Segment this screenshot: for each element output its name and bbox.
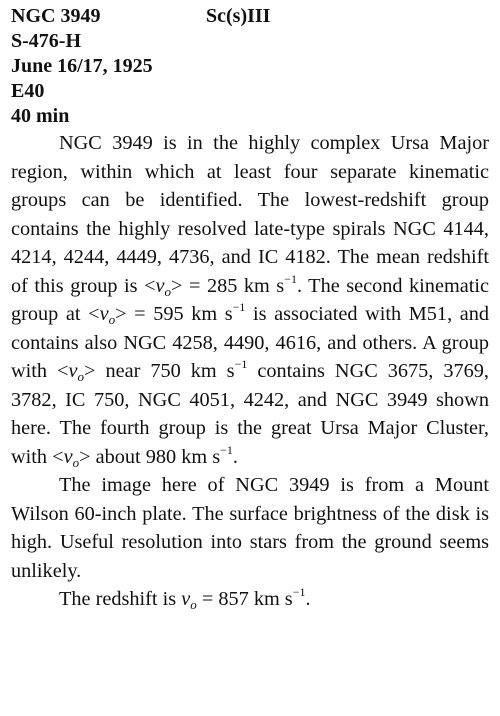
velocity-value: 980 km s <box>145 445 221 468</box>
mean-velocity-symbol: $<v_o>$ <box>57 360 96 384</box>
text-run: contains NGC 3675, 3769, 3782, IC 750, NGC 4051, 4242, and NGC 3949 shown here. The fourth group is the great Ursa Major Cluster, with <box>11 360 489 468</box>
text-run: . The second kinematic group at <box>11 274 489 325</box>
plate-emulsion: E40 <box>11 80 45 102</box>
redshift-value: = 857 km s <box>196 588 293 610</box>
document-page <box>11 4 489 614</box>
velocity-value: 285 km s <box>206 274 285 297</box>
plate-date: June 16/17, 1925 <box>11 55 153 77</box>
paragraph-redshift: The redshift is $v_o = 857$ km $s^{-1}$. <box>59 585 311 612</box>
velocity-value: 595 km s <box>153 303 233 325</box>
mean-velocity-symbol: $<v_o>$ <box>88 303 127 327</box>
description-body <box>11 129 489 614</box>
hubble-type: Sc(s)III <box>206 5 271 27</box>
mean-velocity-symbol: $<v_o>$ <box>144 274 183 299</box>
mean-velocity-symbol: $<v_o>$ <box>52 445 91 470</box>
plate-exposure: 40 min <box>11 105 70 127</box>
header-line-object <box>11 4 489 29</box>
paragraph-kinematic-groups: NGC 3949 is in the highly complex Ursa Major region, within which at least four separate kinematic groups can be identified. The lowest-redshift group contains the highly resolved late-type spirals NGC 4144, 4214, 4244, 4449, 4736, and IC 4182. The mean redshift of this group is $<v_o> = 285$ km $s^{-1}$. The second kinematic group at $<v_o> = 595$ km $s^{-1}$ is associated with M51, and contains also NGC 4258, 4490, 4616, and others. A group with $<v_o>$ near 750 km $s^{-1}$ contains NGC 3675, 3769, 3782, IC 750, NGC 4051, 4242, and NGC 3949 shown here. The fourth group is the great Ursa Major Cluster, with $<v_o>$ about 980 km $s^{-1}$. <box>11 132 490 470</box>
text-run: NGC 3949 is in the highly complex Ursa Major region, within which at least four separate kinematic groups can be identified. The lowest-redshift group contains the highly resolved late-type spirals NGC 4144, 4214, 4244, 4449, 4736, and IC 4182. The mean redshift of this group is <box>11 132 489 297</box>
text-run: is associated with M51, and contains also NGC 4258, 4490, 4616, and others. A group with <box>11 303 490 382</box>
paragraph-plate-source: The image here of NGC 3949 is from a Mount Wilson 60-inch plate. The surface brightness of the disk is high. Useful resolution into stars from the ground seems unlikely. <box>11 474 489 582</box>
plate-header <box>11 4 489 129</box>
plate-id: S-476-H <box>11 30 81 52</box>
velocity-symbol: $v_o$ <box>181 588 197 612</box>
object-name: NGC 3949 <box>11 5 101 27</box>
velocity-value: 750 km s <box>150 360 235 382</box>
